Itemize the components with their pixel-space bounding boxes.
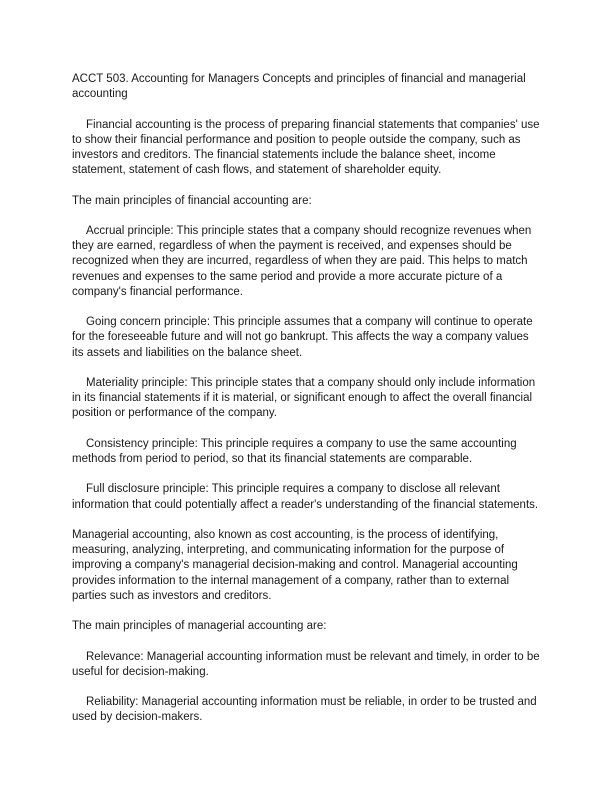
document-title: ACCT 503. Accounting for Managers Concepts and principles of financial and managerial accounting bbox=[72, 73, 526, 101]
reliability-principle: Reliability: Managerial accounting information must be reliable, in order to be trusted and used by decision-makers. bbox=[72, 696, 537, 724]
managerial-principles-heading: The main principles of managerial accounting are: bbox=[72, 620, 327, 633]
relevance-principle: Relevance: Managerial accounting information must be relevant and timely, in order to be useful for decision-making. bbox=[72, 650, 540, 678]
managerial-accounting-intro: Managerial accounting, also known as cost accounting, is the process of identifying, measuring, analyzing, interpreting, and communicating information for the purpose of improving a company's managerial decision-making and control. Managerial accounting provides information to the internal management of a company, rather than to external parties such as investors and creditors. bbox=[72, 528, 518, 602]
consistency-principle: Consistency principle: This principle requires a company to use the same accounting methods from period to period, so that its financial statements are comparable. bbox=[72, 437, 517, 465]
materiality-principle: Materiality principle: This principle states that a company should only include information in its financial statements if it is material, or significant enough to affect the overall financial position or performance of the company. bbox=[72, 376, 536, 420]
financial-principles-heading: The main principles of financial accounting are: bbox=[72, 194, 312, 207]
going-concern-principle: Going concern principle: This principle assumes that a company will continue to operate for the foreseeable future and will not go bankrupt. This affects the way a company values its assets and liabilities on the balance sheet. bbox=[72, 316, 533, 359]
document-page bbox=[72, 72, 540, 741]
accrual-principle: Accrual principle: This principle states that a company should recognize revenues when they are earned, regardless of when the payment is received, and expenses should be recognized when they are incurred, regardless of when they are paid. This helps to match revenues and expenses to the same period and provide a more accurate picture of a company's financial performance. bbox=[72, 224, 532, 298]
financial-accounting-intro: Financial accounting is the process of preparing financial statements that companies' use to show their financial performance and position to people outside the company, such as investors and creditors. The financial statements include the balance sheet, income statement, statement of cash flows, and statement of shareholder equity. bbox=[72, 118, 540, 177]
full-disclosure-principle: Full disclosure principle: This principle requires a company to disclose all relevant information that could potentially affect a reader's understanding of the financial statements. bbox=[72, 483, 539, 511]
